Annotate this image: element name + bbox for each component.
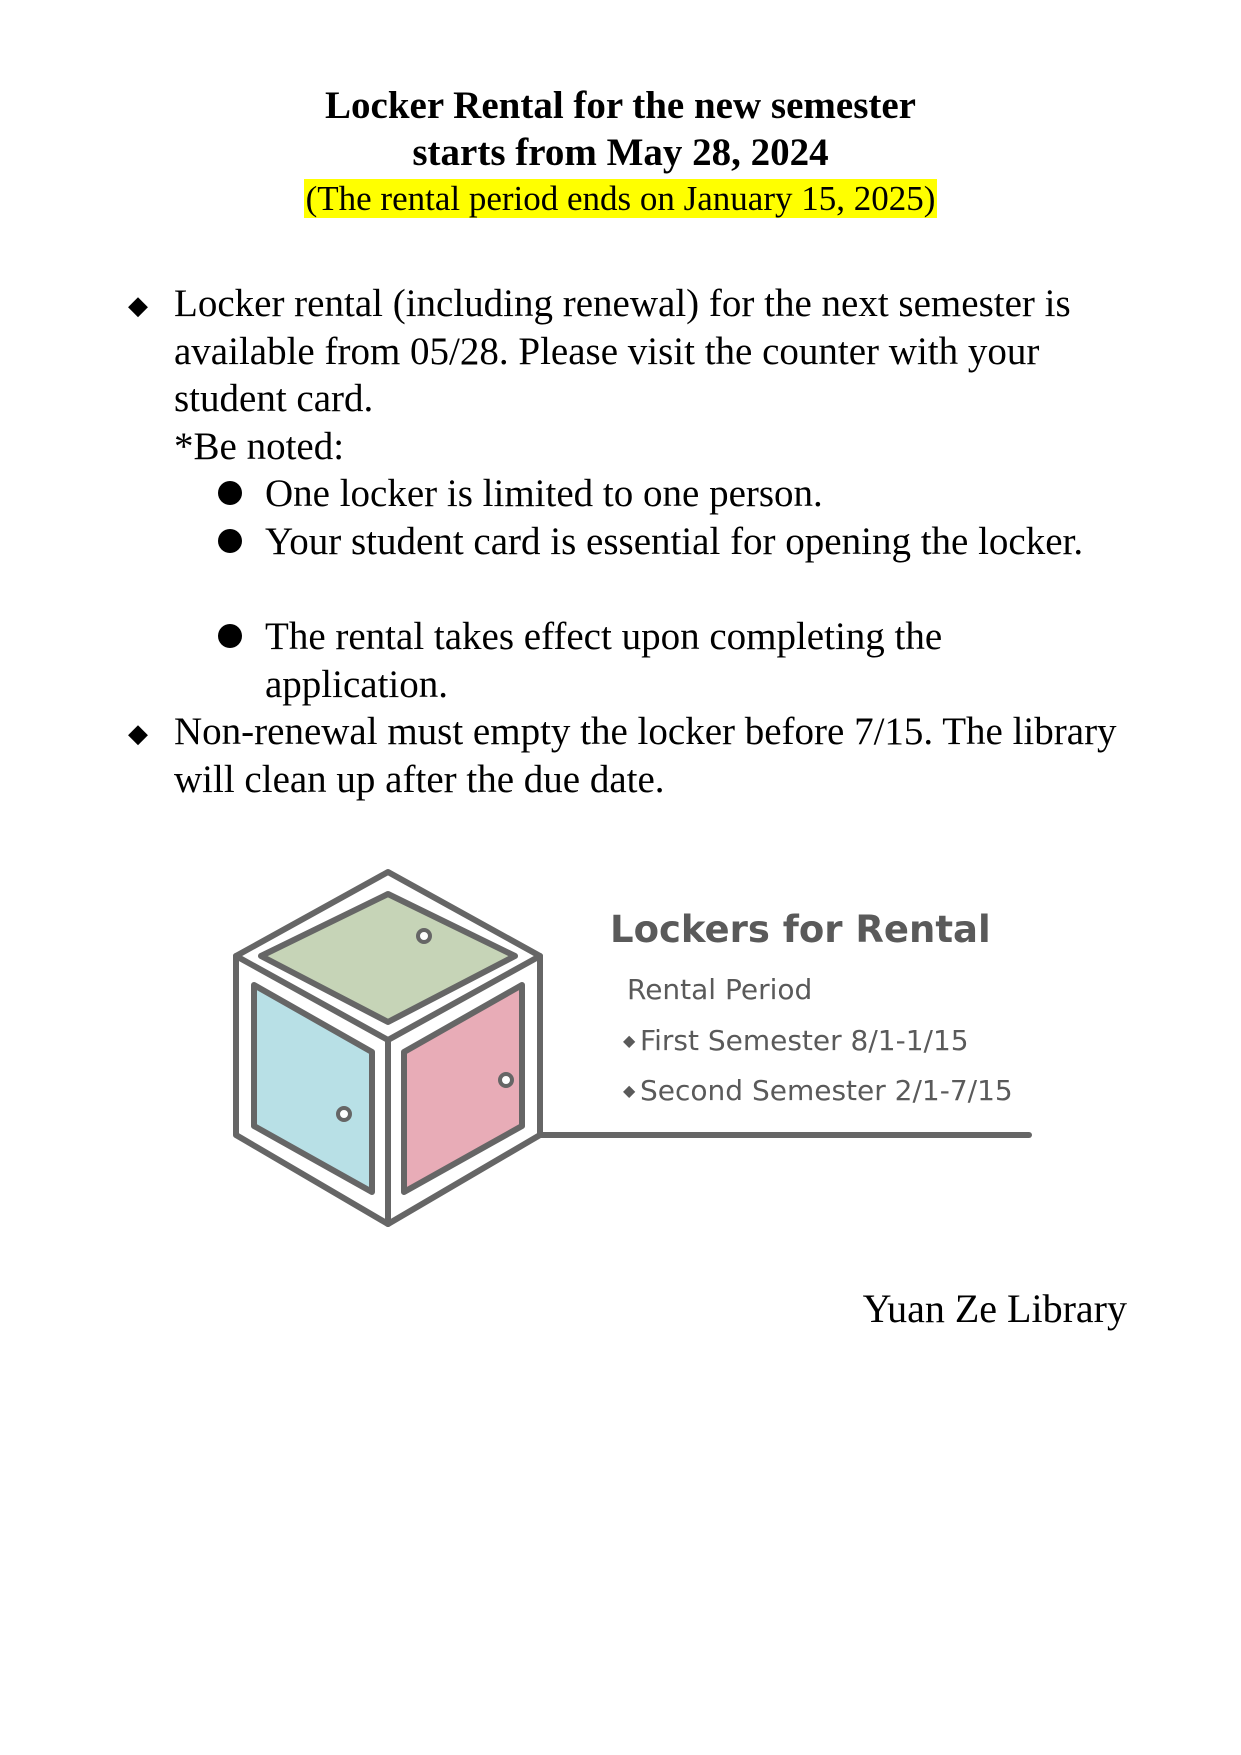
- left-door-knob-icon: [338, 1108, 350, 1120]
- signature: Yuan Ze Library: [862, 1286, 1127, 1331]
- diamond-bullet-icon: ◆: [623, 1031, 636, 1050]
- bullet-item-non-renewal: Non-renewal must empty the locker before 7/15. The library will clean up after the due date.: [174, 710, 1117, 801]
- subitem-one-person: One locker is limited to one person.: [265, 472, 823, 515]
- subitem-student-card: Your student card is essential for opening the locker.: [265, 520, 1084, 563]
- top-door-knob-icon: [418, 930, 430, 942]
- lockers-title: Lockers for Rental: [610, 908, 991, 951]
- first-semester-period: First Semester 8/1-1/15: [640, 1024, 969, 1057]
- diamond-bullet-icon: ◆: [128, 291, 148, 320]
- subitem-takes-effect: The rental takes effect upon completing the application.: [265, 615, 943, 706]
- title-line-2: starts from May 28, 2024: [412, 131, 829, 174]
- diamond-bullet-icon: ◆: [128, 719, 148, 748]
- right-door-knob-icon: [500, 1074, 512, 1086]
- second-semester-period: Second Semester 2/1-7/15: [640, 1074, 1013, 1107]
- title-line-1: Locker Rental for the new semester: [325, 84, 916, 127]
- highlighted-period: (The rental period ends on January 15, 2025): [305, 179, 936, 218]
- bullet-item-rental: Locker rental (including renewal) for the next semester is available from 05/28. Please visit the counter with your student card.: [174, 282, 1071, 420]
- note-label: *Be noted:: [174, 425, 345, 468]
- rental-period-heading: Rental Period: [627, 973, 813, 1006]
- diamond-bullet-icon: ◆: [623, 1081, 636, 1100]
